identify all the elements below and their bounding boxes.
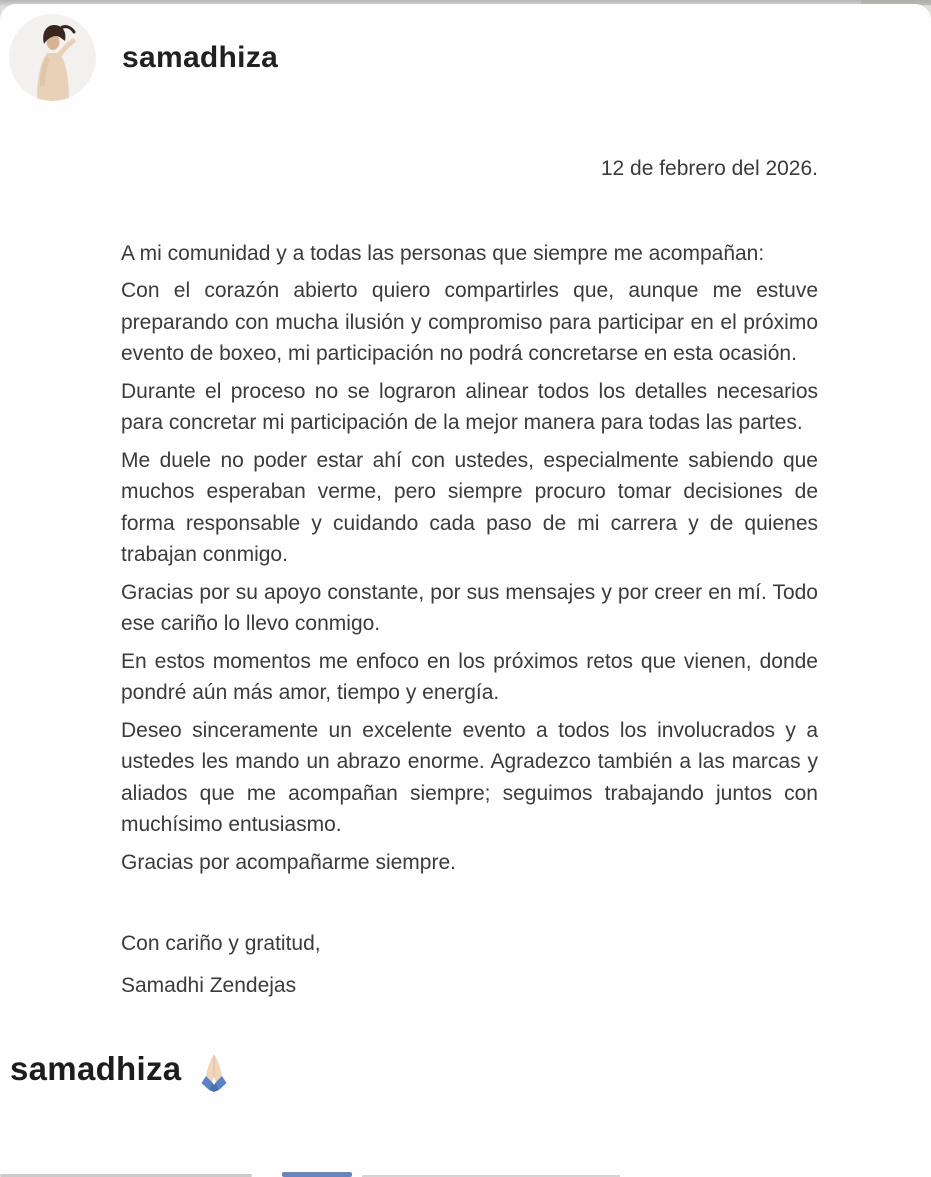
- letter-paragraph: Me duele no poder estar ahí con ustedes, especialmente sabiendo que muchos esperaban verme, pero siempre procuro tomar decisiones de forma responsable y cuidando cada paso de mi carrera y de quienes trabajan conmigo.: [121, 448, 818, 566]
- username[interactable]: samadhiza: [122, 40, 279, 74]
- letter-paragraph: Gracias por acompañarme siempre.: [121, 850, 456, 874]
- letter-paragraph: Durante el proceso no se lograron alinear todos los detalles necesarios para concretar mi participación de la mejor manera para todas las partes.: [121, 379, 818, 434]
- caption: [0, 1046, 931, 1092]
- caption-username[interactable]: samadhiza: [10, 1050, 182, 1087]
- folded-hands-icon: [195, 1052, 233, 1092]
- post-card: [0, 4, 931, 1177]
- avatar[interactable]: [9, 14, 96, 101]
- letter-closing: Con cariño y gratitud,: [121, 932, 321, 955]
- letter-paragraph: Con el corazón abierto quiero compartirles que, aunque me estuve preparando con mucha ilusión y compromiso para participar en el próximo evento de boxeo, mi participación no podrá concretarse en esta ocasión.: [121, 279, 818, 365]
- bottom-crop-artifact: [0, 1172, 931, 1177]
- letter-paragraph: En estos momentos me enfoco en los próximos retos que vienen, donde pondré aún más amor, tiempo y energía.: [121, 649, 818, 704]
- bottom-crop-artifact-blue: [282, 1172, 352, 1177]
- letter-paragraph: Deseo sinceramente un excelente evento a todos los involucrados y a ustedes les mando un abrazo enorme. Agradezco también a las marcas y aliados que me acompañan siempre; seguimos trabajando juntos con muchísimo entusiasmo.: [121, 718, 818, 836]
- letter-paragraph: Gracias por su apoyo constante, por sus mensajes y por creer en mí. Todo ese cariño lo llevo conmigo.: [121, 580, 818, 635]
- post-header: [0, 4, 931, 101]
- letter-date: 12 de febrero del 2026.: [600, 157, 818, 180]
- letter-body: [0, 153, 931, 1001]
- letter-salutation: A mi comunidad y a todas las personas que siempre me acompañan:: [121, 241, 765, 265]
- letter-signature: Samadhi Zendejas: [121, 973, 297, 997]
